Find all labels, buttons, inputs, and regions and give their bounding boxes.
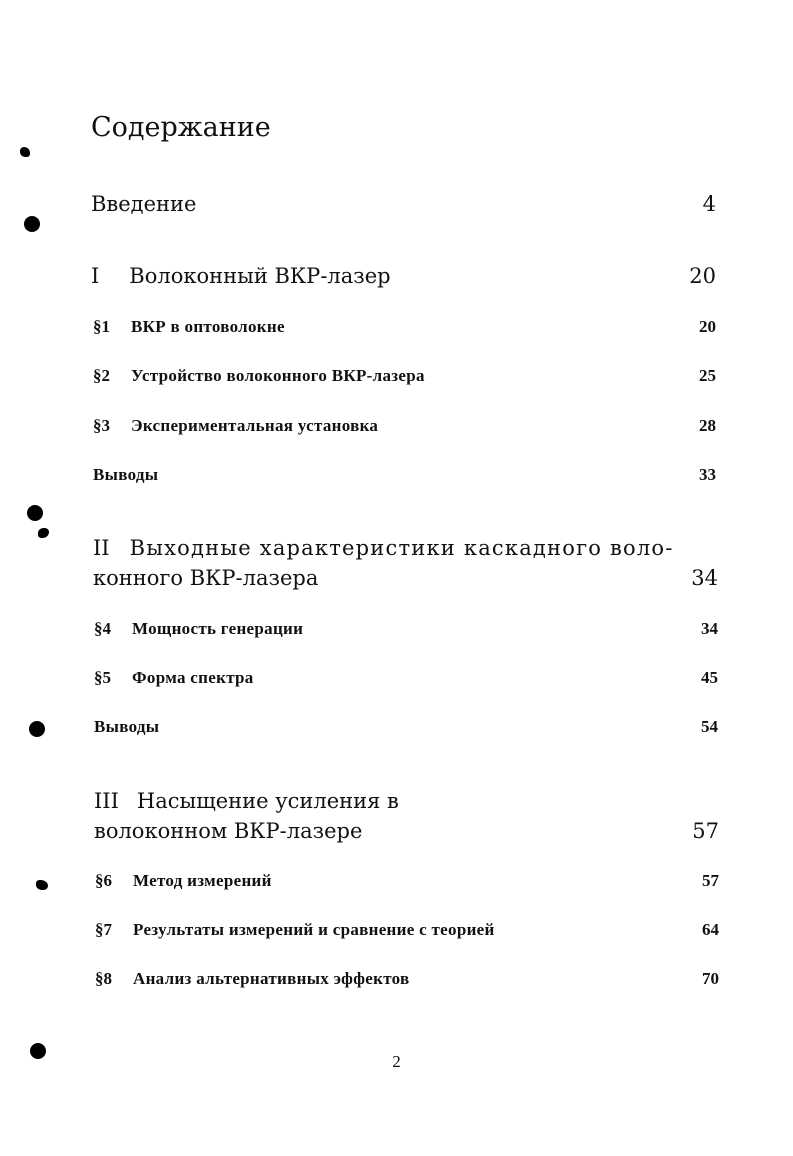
toc-chapter-title-line2: волоконном ВКР-лазере: [94, 819, 363, 843]
toc-section-page: 70: [702, 969, 719, 988]
toc-section-page: 20: [699, 317, 716, 336]
toc-intro-page: 4: [702, 192, 716, 216]
toc-chapter: [93, 536, 687, 560]
toc-conclusions-page: 54: [701, 717, 718, 736]
toc-chapter-page: 20: [689, 264, 716, 288]
toc-section-title: ВКР в оптоволокне: [131, 317, 285, 336]
toc-chapter-cont: [94, 819, 719, 843]
toc-chapter-title-line1: Насыщение усиления в: [136, 789, 399, 813]
scan-speck: [36, 880, 48, 890]
toc-chapter-num: I: [91, 264, 100, 288]
toc-section-page: 34: [701, 619, 718, 638]
toc-section-title: Экспериментальная установка: [131, 416, 379, 435]
toc-chapter-title: Волоконный ВКР-лазер: [129, 264, 391, 288]
toc-section: [93, 366, 716, 386]
toc-section-title: Форма спектра: [132, 668, 254, 687]
toc-chapter-page: 57: [692, 819, 719, 843]
toc-section: [94, 668, 718, 688]
toc-section-page: 25: [699, 366, 716, 385]
toc-section-num: §4: [94, 619, 111, 638]
toc-section-page: 45: [701, 668, 718, 687]
page-title: Содержание: [91, 112, 271, 143]
toc-chapter-page: 34: [691, 566, 718, 590]
toc-conclusions: [93, 465, 716, 485]
toc-section-title: Мощность генерации: [132, 619, 304, 638]
toc-section-page: 57: [702, 871, 719, 890]
toc-section: [95, 871, 719, 891]
punch-hole: [29, 721, 45, 737]
toc-chapter-title-line2: конного ВКР-лазера: [93, 566, 319, 590]
toc-section-title: Результаты измерений и сравнение с теорией: [133, 920, 495, 939]
scan-speck: [20, 147, 30, 157]
toc-chapter-cont: [93, 566, 718, 590]
toc-section: [95, 920, 719, 940]
toc-section: [93, 416, 716, 436]
toc-section-num: §8: [95, 969, 112, 988]
toc-section-num: §7: [95, 920, 112, 939]
toc-section-num: §6: [95, 871, 112, 890]
toc-section: [94, 619, 718, 639]
toc-section-page: 28: [699, 416, 716, 435]
toc-intro-title: Введение: [91, 192, 197, 216]
toc-chapter-num: III: [94, 789, 119, 813]
toc-section-page: 64: [702, 920, 719, 939]
toc-conclusions-title: Выводы: [94, 717, 160, 736]
toc-section-title: Метод измерений: [133, 871, 272, 890]
scan-speck: [38, 528, 49, 538]
page-number: 2: [392, 1052, 401, 1071]
toc-section-num: §1: [93, 317, 110, 336]
punch-hole: [24, 216, 40, 232]
toc-section-title: Анализ альтернативных эффектов: [133, 969, 410, 988]
toc-section-num: §5: [94, 668, 111, 687]
toc-chapter-num: II: [93, 536, 110, 560]
toc-conclusions: [94, 717, 718, 737]
toc-section-num: §3: [93, 416, 110, 435]
toc-section: [95, 969, 719, 989]
toc-chapter: [91, 264, 716, 288]
toc-intro: [91, 192, 716, 216]
toc-conclusions-title: Выводы: [93, 465, 159, 484]
toc-conclusions-page: 33: [699, 465, 716, 484]
toc-section-num: §2: [93, 366, 110, 385]
punch-hole: [27, 505, 43, 521]
toc-chapter-title-line1: Выходные характеристики каскадного воло-: [129, 536, 674, 560]
toc-section: [93, 317, 716, 337]
toc-chapter: [94, 789, 719, 813]
toc-section-title: Устройство волоконного ВКР-лазера: [131, 366, 425, 385]
